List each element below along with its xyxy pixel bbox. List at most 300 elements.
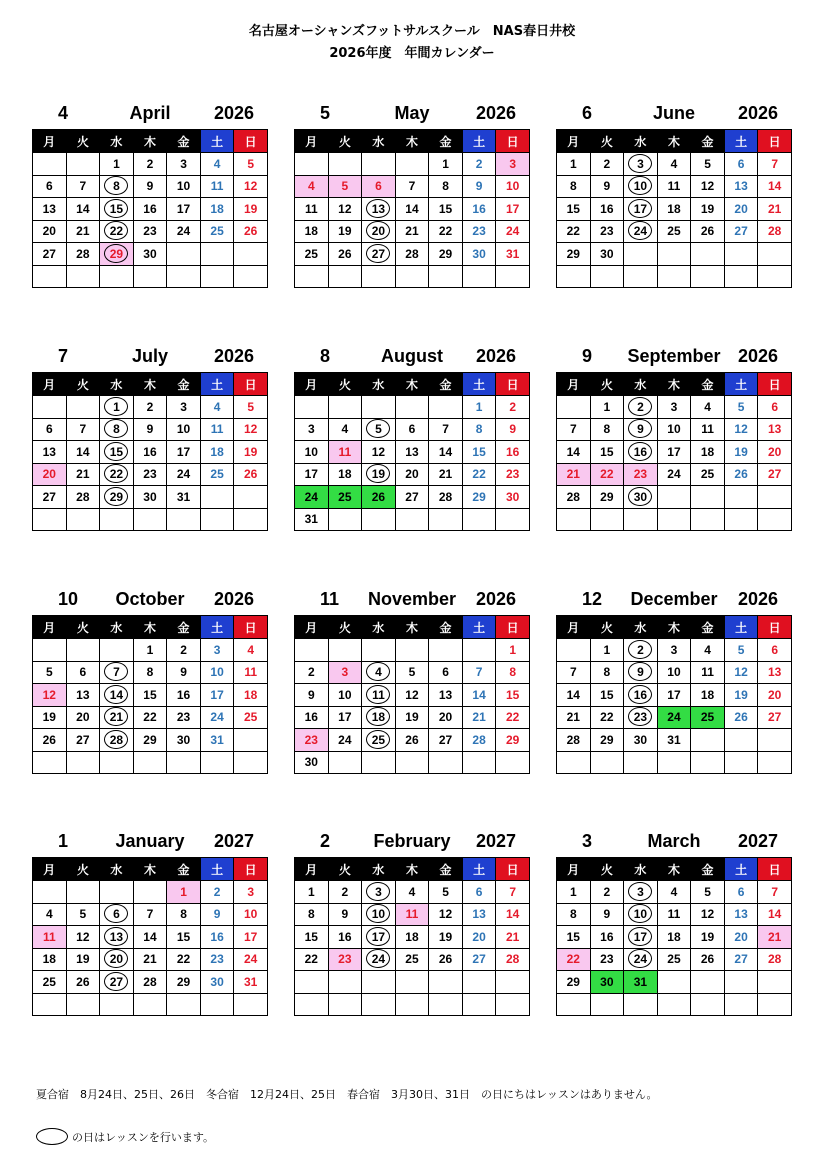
empty-cell — [395, 971, 429, 994]
day-cell: 29 — [100, 486, 134, 509]
empty-cell — [557, 396, 591, 419]
empty-cell — [362, 971, 396, 994]
empty-cell — [557, 993, 591, 1016]
day-cell: 23 — [133, 463, 167, 486]
day-cell: 14 — [557, 441, 591, 464]
day-cell: 29 — [462, 486, 496, 509]
day-cell: 22 — [557, 220, 591, 243]
day-cell: 24 — [167, 220, 201, 243]
empty-cell — [691, 729, 725, 752]
empty-cell — [234, 729, 268, 752]
weekday-header: 木 — [133, 858, 167, 881]
empty-cell — [624, 508, 658, 531]
day-cell: 30 — [590, 971, 624, 994]
empty-cell — [496, 508, 530, 531]
empty-cell — [295, 396, 329, 419]
day-cell: 7 — [133, 903, 167, 926]
empty-cell — [133, 265, 167, 288]
empty-cell — [691, 243, 725, 266]
empty-cell — [328, 971, 362, 994]
weekday-header: 火 — [328, 373, 362, 396]
day-cell: 7 — [66, 418, 100, 441]
day-cell: 15 — [462, 441, 496, 464]
month-calendar — [32, 103, 268, 288]
weekday-header: 水 — [362, 373, 396, 396]
weekday-header: 土 — [724, 130, 758, 153]
weekday-header: 月 — [557, 616, 591, 639]
day-cell: 30 — [590, 243, 624, 266]
day-cell: 9 — [167, 661, 201, 684]
day-cell: 10 — [496, 175, 530, 198]
day-cell: 13 — [66, 684, 100, 707]
day-cell: 10 — [167, 175, 201, 198]
day-cell: 17 — [624, 926, 658, 949]
day-cell: 23 — [133, 220, 167, 243]
month-calendar — [294, 831, 530, 1016]
empty-cell — [624, 751, 658, 774]
day-cell: 16 — [590, 926, 624, 949]
day-cell: 20 — [429, 706, 463, 729]
weekday-header: 水 — [362, 616, 396, 639]
day-cell: 21 — [462, 706, 496, 729]
day-cell: 5 — [362, 418, 396, 441]
month-name: August — [381, 346, 443, 366]
empty-cell — [691, 751, 725, 774]
weekday-header: 火 — [328, 858, 362, 881]
month-name: September — [627, 346, 721, 366]
empty-cell — [66, 881, 100, 904]
day-cell: 8 — [462, 418, 496, 441]
month-header — [556, 346, 792, 372]
empty-cell — [133, 508, 167, 531]
empty-cell — [657, 751, 691, 774]
empty-cell — [462, 639, 496, 662]
day-cell: 16 — [590, 198, 624, 221]
empty-cell — [724, 486, 758, 509]
day-cell: 18 — [200, 441, 234, 464]
day-cell: 19 — [33, 706, 67, 729]
day-cell: 4 — [395, 881, 429, 904]
day-cell: 6 — [462, 881, 496, 904]
day-cell: 31 — [234, 971, 268, 994]
day-cell: 16 — [133, 198, 167, 221]
day-cell: 30 — [167, 729, 201, 752]
day-cell: 15 — [100, 441, 134, 464]
empty-cell — [724, 265, 758, 288]
day-cell: 16 — [167, 684, 201, 707]
empty-cell — [758, 971, 792, 994]
weekday-header: 土 — [462, 373, 496, 396]
day-cell: 13 — [462, 903, 496, 926]
day-cell: 18 — [200, 198, 234, 221]
day-cell: 22 — [100, 220, 134, 243]
day-cell: 14 — [462, 684, 496, 707]
day-cell: 27 — [758, 706, 792, 729]
weekday-header: 日 — [496, 373, 530, 396]
month-name: March — [647, 831, 701, 851]
day-cell: 21 — [557, 706, 591, 729]
day-cell: 4 — [657, 153, 691, 176]
empty-cell — [462, 971, 496, 994]
day-cell: 11 — [33, 926, 67, 949]
day-cell: 6 — [724, 881, 758, 904]
day-cell: 6 — [66, 661, 100, 684]
empty-cell — [557, 639, 591, 662]
empty-cell — [234, 993, 268, 1016]
day-cell: 4 — [200, 396, 234, 419]
day-cell: 25 — [691, 706, 725, 729]
month-number: 5 — [320, 103, 331, 123]
day-cell: 25 — [200, 463, 234, 486]
day-cell: 15 — [590, 684, 624, 707]
empty-cell — [496, 971, 530, 994]
empty-cell — [100, 639, 134, 662]
empty-cell — [462, 508, 496, 531]
weekday-header: 水 — [100, 858, 134, 881]
day-cell: 31 — [496, 243, 530, 266]
month-calendar — [556, 831, 792, 1016]
day-cell: 5 — [234, 153, 268, 176]
month-calendar — [32, 831, 268, 1016]
day-cell: 23 — [295, 729, 329, 752]
month-header — [294, 103, 530, 129]
empty-cell — [724, 751, 758, 774]
day-cell: 22 — [167, 948, 201, 971]
day-cell: 28 — [100, 729, 134, 752]
day-cell: 3 — [624, 881, 658, 904]
day-cell: 14 — [496, 903, 530, 926]
day-cell: 27 — [395, 486, 429, 509]
day-cell: 29 — [590, 729, 624, 752]
day-cell: 13 — [33, 198, 67, 221]
empty-cell — [100, 993, 134, 1016]
weekday-header: 水 — [624, 373, 658, 396]
weekday-header: 木 — [133, 130, 167, 153]
empty-cell — [33, 639, 67, 662]
day-cell: 28 — [462, 729, 496, 752]
day-cell: 11 — [362, 684, 396, 707]
day-cell: 7 — [557, 418, 591, 441]
day-cell: 14 — [66, 441, 100, 464]
month-grid — [32, 372, 268, 531]
day-cell: 17 — [167, 198, 201, 221]
weekday-header: 火 — [590, 373, 624, 396]
day-cell: 28 — [557, 486, 591, 509]
day-cell: 28 — [496, 948, 530, 971]
day-cell: 7 — [462, 661, 496, 684]
day-cell: 9 — [295, 684, 329, 707]
weekday-header: 火 — [66, 130, 100, 153]
day-cell: 3 — [167, 153, 201, 176]
day-cell: 20 — [362, 220, 396, 243]
empty-cell — [395, 639, 429, 662]
day-cell: 25 — [691, 463, 725, 486]
day-cell: 15 — [590, 441, 624, 464]
weekday-header: 金 — [429, 858, 463, 881]
day-cell: 17 — [200, 684, 234, 707]
weekday-header: 日 — [758, 130, 792, 153]
day-cell: 31 — [624, 971, 658, 994]
day-cell: 18 — [362, 706, 396, 729]
day-cell: 12 — [328, 198, 362, 221]
day-cell: 17 — [234, 926, 268, 949]
day-cell: 15 — [167, 926, 201, 949]
empty-cell — [234, 751, 268, 774]
day-cell: 15 — [100, 198, 134, 221]
day-cell: 8 — [496, 661, 530, 684]
weekday-header: 木 — [395, 616, 429, 639]
day-cell: 10 — [328, 684, 362, 707]
weekday-header: 土 — [462, 130, 496, 153]
empty-cell — [200, 265, 234, 288]
empty-cell — [200, 508, 234, 531]
day-cell: 24 — [624, 948, 658, 971]
weekday-header: 月 — [295, 616, 329, 639]
month-name: May — [394, 103, 430, 123]
empty-cell — [33, 153, 67, 176]
day-cell: 20 — [758, 684, 792, 707]
day-cell: 18 — [295, 220, 329, 243]
weekday-header: 土 — [462, 616, 496, 639]
empty-cell — [429, 993, 463, 1016]
day-cell: 29 — [590, 486, 624, 509]
day-cell: 22 — [557, 948, 591, 971]
day-cell: 9 — [462, 175, 496, 198]
day-cell: 6 — [429, 661, 463, 684]
day-cell: 29 — [429, 243, 463, 266]
empty-cell — [328, 508, 362, 531]
weekday-header: 金 — [691, 616, 725, 639]
day-cell: 27 — [362, 243, 396, 266]
month-year: 2026 — [213, 346, 254, 366]
month-name: October — [115, 589, 185, 609]
month-number: 6 — [582, 103, 593, 123]
day-cell: 23 — [328, 948, 362, 971]
day-cell: 14 — [133, 926, 167, 949]
empty-cell — [657, 971, 691, 994]
empty-cell — [200, 486, 234, 509]
day-cell: 19 — [691, 198, 725, 221]
day-cell: 16 — [133, 441, 167, 464]
weekday-header: 火 — [328, 616, 362, 639]
day-cell: 9 — [496, 418, 530, 441]
weekday-header: 月 — [33, 858, 67, 881]
day-cell: 18 — [328, 463, 362, 486]
day-cell: 10 — [200, 661, 234, 684]
weekday-header: 月 — [33, 373, 67, 396]
empty-cell — [295, 153, 329, 176]
month-header — [294, 589, 530, 615]
day-cell: 4 — [362, 661, 396, 684]
day-cell: 12 — [691, 175, 725, 198]
day-cell: 27 — [429, 729, 463, 752]
day-cell: 3 — [362, 881, 396, 904]
month-year: 2026 — [475, 103, 516, 123]
empty-cell — [724, 243, 758, 266]
day-cell: 11 — [200, 418, 234, 441]
empty-cell — [33, 265, 67, 288]
day-cell: 8 — [167, 903, 201, 926]
weekday-header: 水 — [362, 858, 396, 881]
month-name: February — [373, 831, 451, 851]
day-cell: 17 — [657, 441, 691, 464]
day-cell: 21 — [758, 926, 792, 949]
day-cell: 16 — [328, 926, 362, 949]
day-cell: 26 — [429, 948, 463, 971]
day-cell: 30 — [496, 486, 530, 509]
day-cell: 3 — [234, 881, 268, 904]
empty-cell — [657, 993, 691, 1016]
day-cell: 11 — [295, 198, 329, 221]
day-cell: 10 — [624, 903, 658, 926]
month-grid — [32, 615, 268, 774]
empty-cell — [66, 639, 100, 662]
day-cell: 15 — [496, 684, 530, 707]
empty-cell — [362, 265, 396, 288]
empty-cell — [590, 508, 624, 531]
empty-cell — [200, 751, 234, 774]
month-year: 2026 — [737, 346, 778, 366]
weekday-header: 火 — [66, 373, 100, 396]
day-cell: 18 — [234, 684, 268, 707]
day-cell: 8 — [429, 175, 463, 198]
weekday-header: 金 — [167, 858, 201, 881]
day-cell: 2 — [133, 396, 167, 419]
weekday-header: 月 — [557, 373, 591, 396]
empty-cell — [429, 508, 463, 531]
weekday-header: 日 — [496, 858, 530, 881]
day-cell: 21 — [429, 463, 463, 486]
day-cell: 30 — [462, 243, 496, 266]
empty-cell — [100, 881, 134, 904]
day-cell: 8 — [557, 903, 591, 926]
empty-cell — [724, 729, 758, 752]
weekday-header: 火 — [590, 130, 624, 153]
day-cell: 10 — [657, 661, 691, 684]
day-cell: 18 — [691, 684, 725, 707]
day-cell: 1 — [496, 639, 530, 662]
day-cell: 16 — [200, 926, 234, 949]
month-year: 2027 — [213, 831, 254, 851]
empty-cell — [724, 971, 758, 994]
day-cell: 20 — [395, 463, 429, 486]
day-cell: 20 — [724, 198, 758, 221]
day-cell: 3 — [200, 639, 234, 662]
day-cell: 30 — [133, 486, 167, 509]
weekday-header: 木 — [133, 616, 167, 639]
empty-cell — [328, 751, 362, 774]
empty-cell — [66, 751, 100, 774]
empty-cell — [167, 751, 201, 774]
day-cell: 3 — [657, 396, 691, 419]
empty-cell — [200, 993, 234, 1016]
weekday-header: 日 — [234, 373, 268, 396]
day-cell: 20 — [33, 220, 67, 243]
weekday-header: 日 — [758, 373, 792, 396]
empty-cell — [590, 751, 624, 774]
weekday-header: 木 — [395, 373, 429, 396]
month-year: 2027 — [737, 831, 778, 851]
day-cell: 5 — [234, 396, 268, 419]
day-cell: 24 — [657, 706, 691, 729]
day-cell: 1 — [557, 881, 591, 904]
weekday-header: 水 — [100, 616, 134, 639]
month-name: January — [115, 831, 185, 851]
empty-cell — [234, 508, 268, 531]
weekday-header: 金 — [429, 616, 463, 639]
day-cell: 17 — [657, 684, 691, 707]
empty-cell — [66, 396, 100, 419]
day-cell: 24 — [657, 463, 691, 486]
month-header — [32, 346, 268, 372]
day-cell: 19 — [328, 220, 362, 243]
day-cell: 30 — [133, 243, 167, 266]
day-cell: 21 — [66, 220, 100, 243]
day-cell: 31 — [167, 486, 201, 509]
day-cell: 25 — [657, 948, 691, 971]
month-calendar — [556, 589, 792, 774]
empty-cell — [496, 265, 530, 288]
day-cell: 13 — [100, 926, 134, 949]
month-number: 4 — [58, 103, 69, 123]
day-cell: 4 — [234, 639, 268, 662]
weekday-header: 水 — [624, 130, 658, 153]
day-cell: 9 — [624, 418, 658, 441]
empty-cell — [395, 265, 429, 288]
empty-cell — [758, 243, 792, 266]
empty-cell — [200, 243, 234, 266]
day-cell: 1 — [429, 153, 463, 176]
day-cell: 28 — [66, 243, 100, 266]
month-name: June — [652, 103, 695, 123]
month-name: April — [129, 103, 171, 123]
day-cell: 24 — [295, 486, 329, 509]
day-cell: 9 — [133, 175, 167, 198]
day-cell: 3 — [496, 153, 530, 176]
day-cell: 25 — [328, 486, 362, 509]
day-cell: 19 — [724, 684, 758, 707]
day-cell: 31 — [657, 729, 691, 752]
weekday-header: 土 — [724, 858, 758, 881]
empty-cell — [133, 993, 167, 1016]
day-cell: 2 — [590, 153, 624, 176]
day-cell: 22 — [295, 948, 329, 971]
day-cell: 1 — [590, 396, 624, 419]
weekday-header: 火 — [66, 858, 100, 881]
day-cell: 6 — [395, 418, 429, 441]
empty-cell — [234, 243, 268, 266]
month-header — [32, 103, 268, 129]
day-cell: 5 — [724, 639, 758, 662]
day-cell: 11 — [328, 441, 362, 464]
weekday-header: 木 — [657, 616, 691, 639]
empty-cell — [624, 265, 658, 288]
day-cell: 10 — [234, 903, 268, 926]
weekday-header: 土 — [724, 616, 758, 639]
day-cell: 6 — [758, 639, 792, 662]
day-cell: 30 — [295, 751, 329, 774]
day-cell: 8 — [100, 418, 134, 441]
month-header — [32, 831, 268, 857]
empty-cell — [295, 265, 329, 288]
empty-cell — [234, 265, 268, 288]
day-cell: 29 — [167, 971, 201, 994]
day-cell: 14 — [758, 903, 792, 926]
day-cell: 23 — [167, 706, 201, 729]
day-cell: 14 — [429, 441, 463, 464]
day-cell: 2 — [624, 639, 658, 662]
day-cell: 2 — [133, 153, 167, 176]
